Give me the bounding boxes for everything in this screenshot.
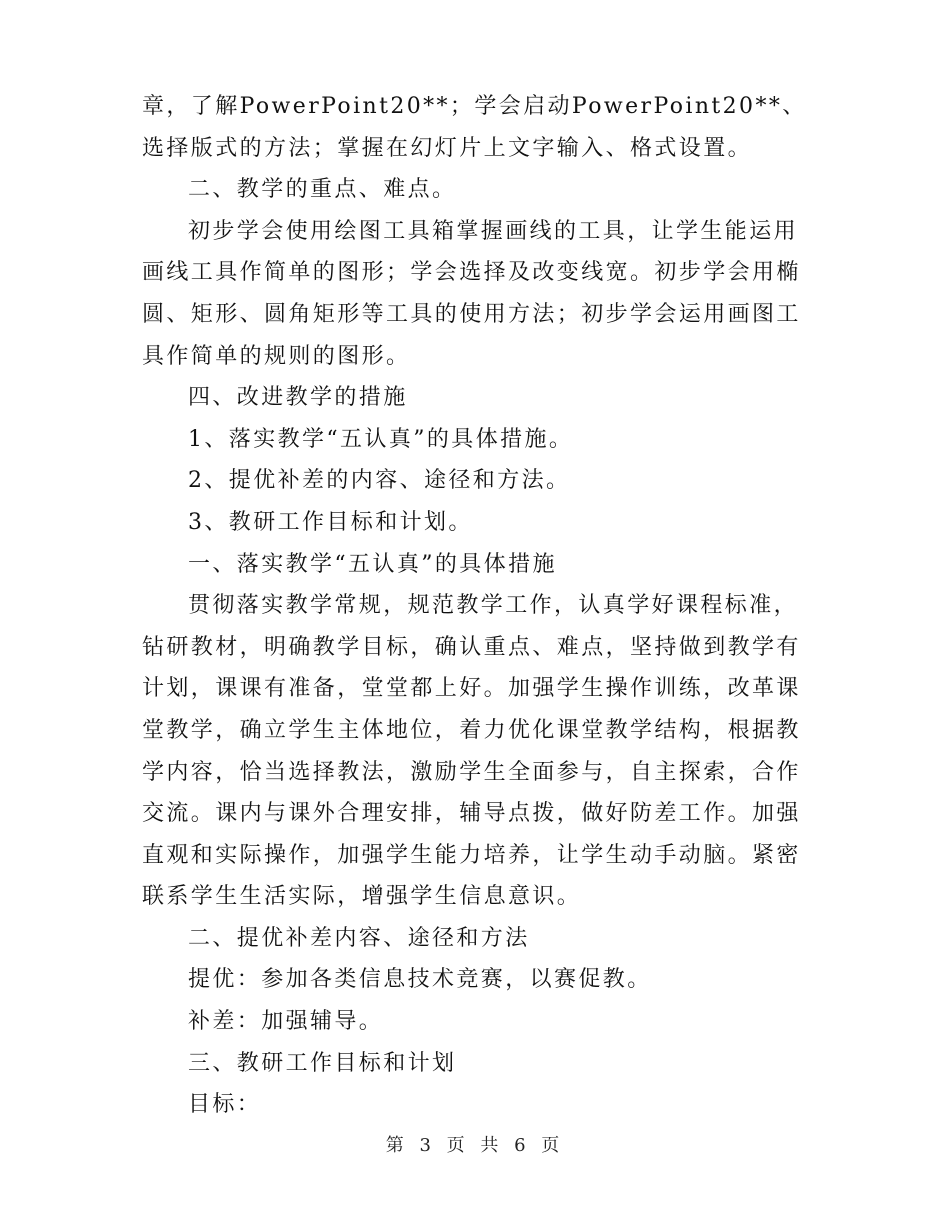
heading-section-three: 三、教研工作目标和计划 [188,1050,457,1076]
paragraph-key-points: 初步学会使用绘图工具箱掌握画线的工具，让学生能运用画线工具作简单的图形；学会选择及改变线宽。初步学会用椭圆、矩形、圆角矩形等工具的使用方法；初步学会运用画图工具作简单的规则的图形。 [142,218,801,369]
paragraph-section-one: 贯彻落实教学常规，规范教学工作，认真学好课程标准，钻研教材，明确教学目标，确认重点、难点，坚持做到教学有计划，课课有准备，堂堂都上好。加强学生操作训练，改革课堂教学，确立学生主体地位，着力优化课堂教学结构，根据教学内容，恰当选择教法，激励学生全面参与，自主探索，合作交流。课内与课外合理安排，辅导点拨，做好防差工作。加强直观和实际操作，加强学生能力培养，让学生动手动脑。紧密联系学生生活实际，增强学生信息意识。 [142,593,801,910]
list-item-measure-1: 1、落实教学“五认真”的具体措施。 [188,426,574,452]
paragraph-struggling-students: 补差：加强辅导。 [188,1009,384,1035]
paragraph-advanced-students: 提优：参加各类信息技术竞赛，以赛促教。 [188,967,652,993]
heading-section-two: 二、提优补差内容、途径和方法 [188,925,530,951]
paragraph-continuation: 章，了解PowerPoint20**；学会启动PowerPoint20**、选择版式的方法；掌握在幻灯片上文字输入、格式设置。 [142,94,807,161]
page-footer: 第 3 页 共 6 页 [385,1135,565,1156]
heading-section-one: 一、落实教学“五认真”的具体措施 [188,551,557,577]
heading-improvement-measures: 四、改进教学的措施 [188,385,408,411]
list-item-measure-3: 3、教研工作目标和计划。 [188,509,473,535]
document-body [142,86,808,1126]
heading-key-points: 二、教学的重点、难点。 [188,177,457,203]
list-item-measure-2: 2、提优补差的内容、途径和方法。 [188,468,571,494]
paragraph-goals-label: 目标： [188,1092,262,1118]
